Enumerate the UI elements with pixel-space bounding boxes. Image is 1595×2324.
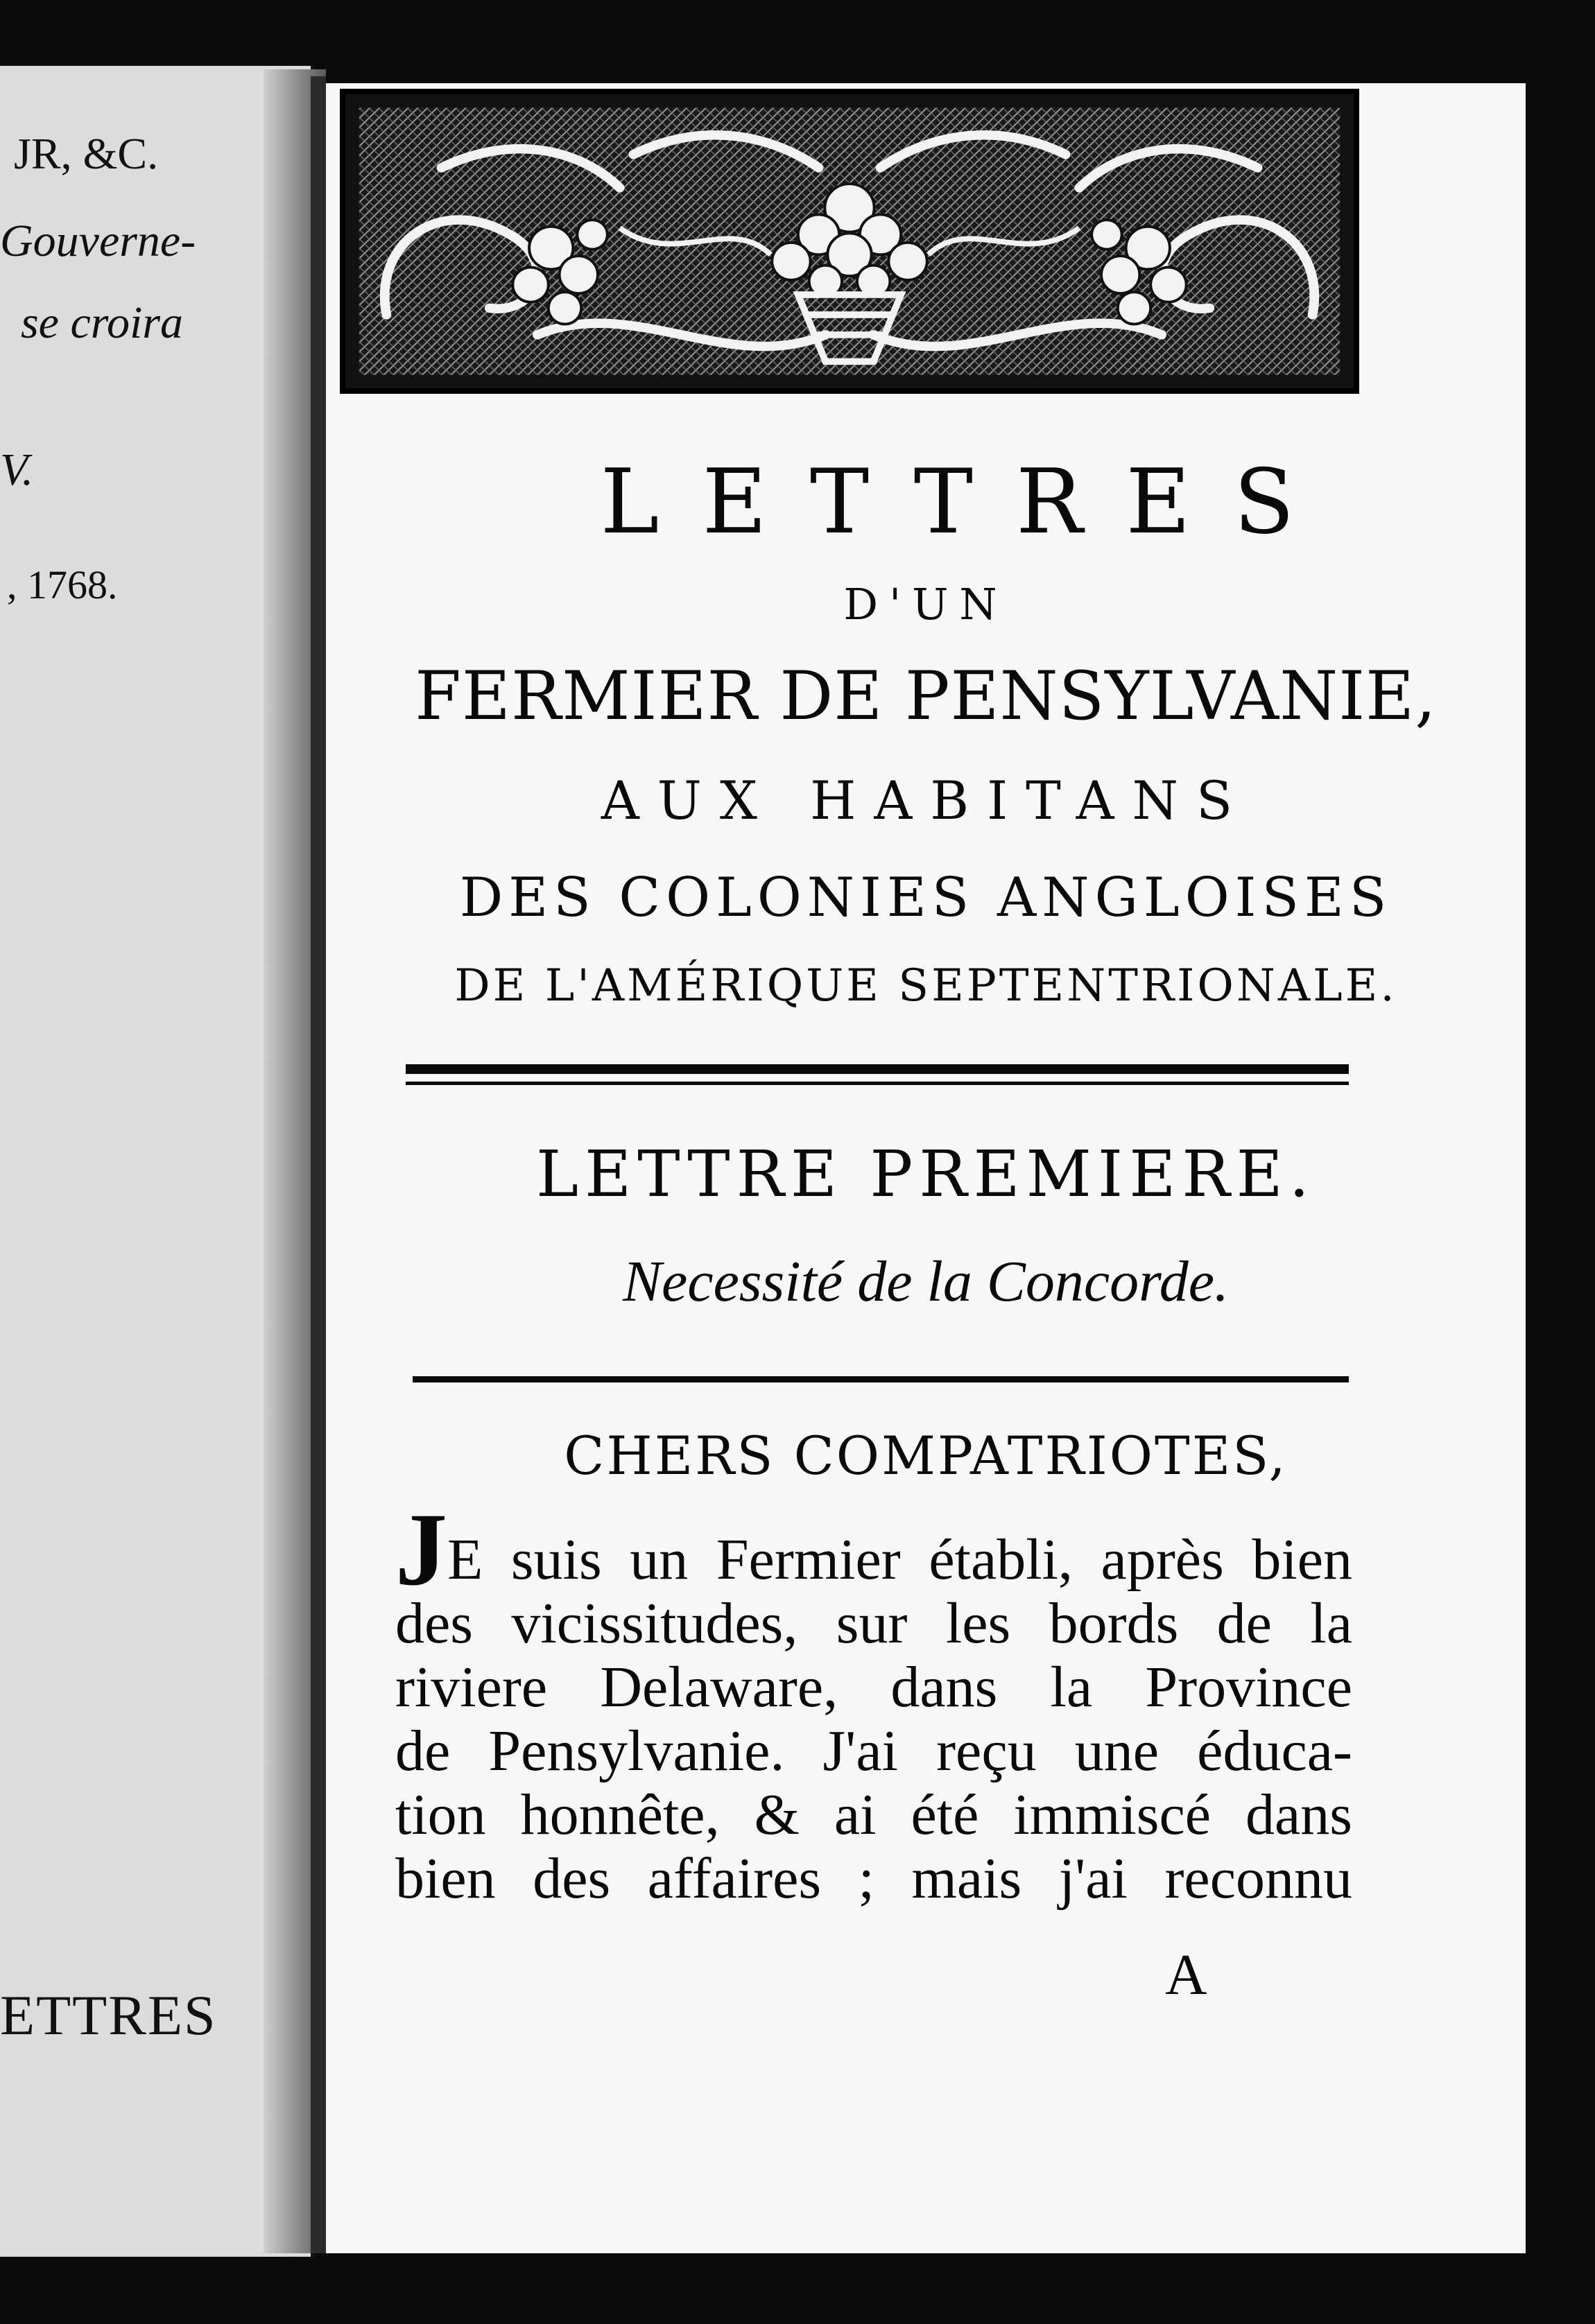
body-text (395, 1492, 1352, 1911)
double-rule (406, 1064, 1349, 1074)
ornamental-headpiece (340, 89, 1359, 394)
salutation: CHERS COMPATRIOTES, (564, 1425, 1288, 1486)
body-line (395, 1492, 1352, 1607)
title-line: FERMIER DE PENSYLVANIE, (415, 657, 1437, 735)
left-page-line: Gouverne- (0, 216, 196, 266)
body-line: riviere Delaware, dans la Province (395, 1655, 1352, 1719)
body-line-text: E suis un Fermier établi, après bien (447, 1527, 1352, 1592)
single-rule (413, 1376, 1349, 1382)
title-line: D'UN (843, 579, 1008, 630)
title-line: DES COLONIES ANGLOISES (459, 867, 1393, 929)
body-line: des vicissitudes, sur les bords de la (395, 1591, 1352, 1656)
left-page-line: se croira (21, 297, 184, 348)
spine-shadow (311, 76, 326, 2253)
letter-heading: LETTRE PREMIERE. (535, 1137, 1316, 1211)
body-line: de Pensylvanie. J'ai reçu une éduca- (395, 1719, 1352, 1783)
double-rule-thin (406, 1082, 1349, 1085)
body-line: bien des affaires ; mais j'ai reconnu (395, 1846, 1352, 1911)
body-line: tion honnête, & ai été immiscé dans (395, 1783, 1352, 1847)
left-page-catchword: ETTRES (0, 1984, 217, 2047)
title-line: AUX HABITANS (601, 770, 1251, 831)
left-page-line: JR, &C. (14, 129, 159, 178)
drop-cap: J (395, 1492, 447, 1607)
title-line: DE L'AMÉRIQUE SEPTENTRIONALE. (454, 960, 1397, 1012)
signature-mark: A (1165, 1943, 1207, 2007)
left-page-line: V. (0, 444, 34, 495)
book-title: LETTRES (600, 451, 1338, 554)
left-page-line: , 1768. (7, 562, 118, 607)
letter-subheading: Necessité de la Concorde. (622, 1249, 1229, 1314)
